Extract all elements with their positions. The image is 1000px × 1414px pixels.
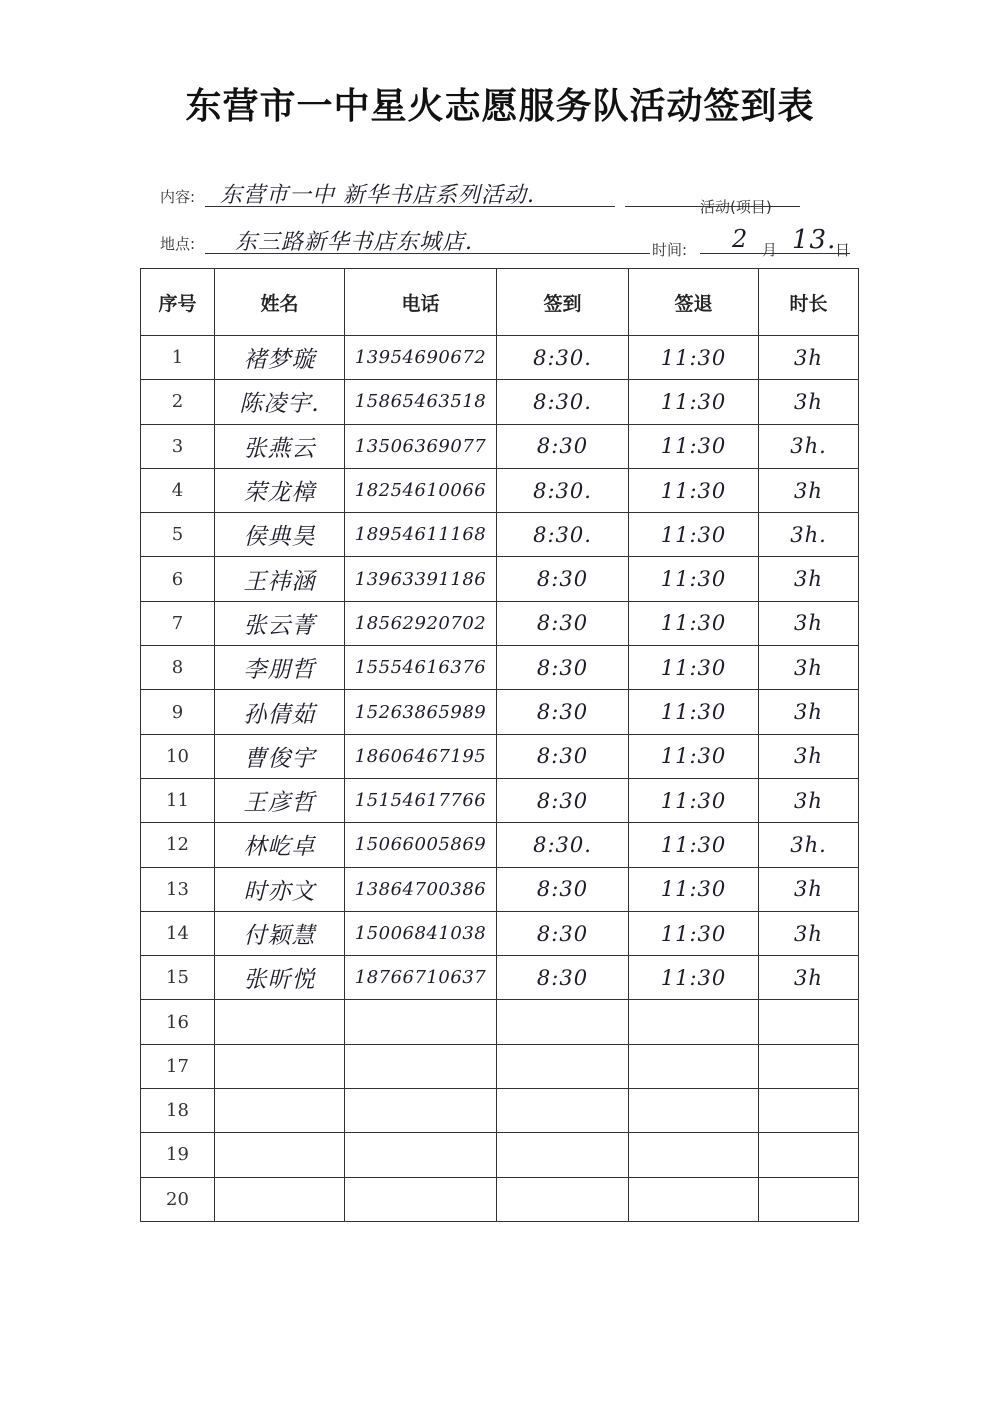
cell-duration-text: 3h. bbox=[790, 832, 827, 857]
cell-sign-in bbox=[497, 646, 629, 690]
cell-phone bbox=[345, 513, 497, 557]
cell-seq: 17 bbox=[141, 1044, 215, 1088]
cell-sign-in-text: 8:30. bbox=[533, 478, 592, 503]
table-row bbox=[141, 778, 859, 822]
header-sign-out: 签退 bbox=[629, 269, 759, 336]
cell-sign-in-text: 8:30. bbox=[533, 522, 592, 547]
cell-name bbox=[215, 911, 345, 955]
cell-duration bbox=[759, 1089, 859, 1133]
cell-name-text: 褚梦璇 bbox=[243, 347, 316, 374]
cell-sign-in-text: 8:30 bbox=[536, 567, 589, 592]
table-row bbox=[141, 1044, 859, 1088]
cell-sign-out-text: 11:30 bbox=[660, 877, 727, 902]
cell-duration bbox=[759, 380, 859, 424]
cell-phone bbox=[345, 380, 497, 424]
cell-seq: 6 bbox=[141, 557, 215, 601]
cell-duration bbox=[759, 734, 859, 778]
cell-duration bbox=[759, 823, 859, 867]
cell-sign-in bbox=[497, 424, 629, 468]
cell-phone-text: 13954690672 bbox=[354, 347, 487, 369]
cell-phone bbox=[345, 1089, 497, 1133]
table-row bbox=[141, 1133, 859, 1177]
cell-duration bbox=[759, 513, 859, 557]
cell-phone bbox=[345, 690, 497, 734]
cell-sign-out bbox=[629, 1044, 759, 1088]
cell-phone bbox=[345, 867, 497, 911]
cell-seq: 20 bbox=[141, 1177, 215, 1221]
cell-name bbox=[215, 513, 345, 557]
cell-sign-in-text: 8:30. bbox=[533, 389, 592, 414]
cell-sign-in bbox=[497, 867, 629, 911]
cell-duration bbox=[759, 557, 859, 601]
cell-name-text: 时亦文 bbox=[243, 878, 316, 905]
cell-phone bbox=[345, 601, 497, 645]
cell-sign-in bbox=[497, 601, 629, 645]
cell-duration bbox=[759, 424, 859, 468]
cell-sign-in-text: 8:30 bbox=[536, 877, 589, 902]
cell-sign-out bbox=[629, 1000, 759, 1044]
table-row bbox=[141, 513, 859, 557]
cell-phone-text: 15066005869 bbox=[354, 834, 487, 856]
cell-sign-out-text: 11:30 bbox=[660, 478, 727, 503]
cell-duration-text: 3h bbox=[794, 788, 823, 813]
cell-duration bbox=[759, 468, 859, 512]
cell-seq: 2 bbox=[141, 380, 215, 424]
cell-duration-text: 3h bbox=[794, 965, 823, 990]
cell-duration-text: 3h. bbox=[790, 522, 827, 547]
location-label: 地点: bbox=[160, 235, 196, 253]
cell-name bbox=[215, 956, 345, 1000]
page-title: 东营市一中星火志愿服务队活动签到表 bbox=[185, 85, 815, 127]
cell-phone-text: 13864700386 bbox=[354, 878, 487, 900]
cell-seq: 19 bbox=[141, 1133, 215, 1177]
cell-phone bbox=[345, 1177, 497, 1221]
cell-sign-out bbox=[629, 424, 759, 468]
cell-duration-text: 3h bbox=[794, 921, 823, 946]
cell-sign-out bbox=[629, 513, 759, 557]
cell-phone bbox=[345, 778, 497, 822]
cell-sign-in bbox=[497, 911, 629, 955]
cell-name-text: 陈凌宇. bbox=[239, 391, 320, 418]
cell-sign-in bbox=[497, 1089, 629, 1133]
cell-phone bbox=[345, 956, 497, 1000]
cell-name bbox=[215, 424, 345, 468]
cell-phone-text: 13963391186 bbox=[354, 568, 487, 590]
cell-sign-out-text: 11:30 bbox=[660, 522, 727, 547]
cell-seq: 18 bbox=[141, 1089, 215, 1133]
cell-duration-text: 3h bbox=[794, 700, 823, 725]
cell-sign-in-text: 8:30 bbox=[536, 788, 589, 813]
cell-sign-out bbox=[629, 557, 759, 601]
cell-phone bbox=[345, 424, 497, 468]
cell-phone-text: 15554616376 bbox=[354, 657, 487, 679]
cell-name-text: 王彦哲 bbox=[243, 790, 316, 817]
content-row bbox=[160, 178, 860, 216]
cell-phone bbox=[345, 557, 497, 601]
cell-sign-out bbox=[629, 1177, 759, 1221]
cell-name-text: 王祎涵 bbox=[243, 568, 316, 595]
cell-phone bbox=[345, 468, 497, 512]
cell-phone-text: 15865463518 bbox=[354, 391, 487, 413]
cell-sign-in bbox=[497, 690, 629, 734]
table-row bbox=[141, 867, 859, 911]
cell-sign-in bbox=[497, 1133, 629, 1177]
cell-sign-out-text: 11:30 bbox=[660, 655, 727, 680]
table-row bbox=[141, 468, 859, 512]
cell-sign-in bbox=[497, 778, 629, 822]
cell-name-text: 荣龙樟 bbox=[243, 480, 316, 507]
cell-sign-out-text: 11:30 bbox=[660, 567, 727, 592]
date-label: 时间: bbox=[652, 241, 688, 259]
cell-sign-out bbox=[629, 601, 759, 645]
cell-seq: 5 bbox=[141, 513, 215, 557]
cell-name bbox=[215, 1000, 345, 1044]
cell-name bbox=[215, 601, 345, 645]
table-row bbox=[141, 734, 859, 778]
cell-phone-text: 15006841038 bbox=[354, 923, 487, 944]
cell-sign-out-text: 11:30 bbox=[660, 700, 727, 725]
content-label: 内容: bbox=[160, 188, 196, 206]
cell-name bbox=[215, 468, 345, 512]
table-row bbox=[141, 823, 859, 867]
cell-duration bbox=[759, 911, 859, 955]
cell-duration-text: 3h bbox=[794, 478, 823, 503]
header-row bbox=[141, 269, 859, 336]
cell-sign-out bbox=[629, 380, 759, 424]
cell-phone bbox=[345, 1000, 497, 1044]
cell-name bbox=[215, 1133, 345, 1177]
date-month-unit: 月 bbox=[762, 241, 778, 259]
cell-name bbox=[215, 690, 345, 734]
cell-sign-out bbox=[629, 867, 759, 911]
cell-phone-text: 15263865989 bbox=[354, 701, 487, 723]
cell-duration bbox=[759, 1177, 859, 1221]
cell-phone-text: 18954611168 bbox=[354, 524, 487, 546]
cell-sign-in bbox=[497, 1044, 629, 1088]
cell-name bbox=[215, 778, 345, 822]
cell-name bbox=[215, 1089, 345, 1133]
date-month: 2 bbox=[732, 225, 749, 253]
cell-sign-out bbox=[629, 690, 759, 734]
cell-sign-out-text: 11:30 bbox=[660, 611, 727, 636]
cell-seq: 8 bbox=[141, 646, 215, 690]
table-row bbox=[141, 690, 859, 734]
cell-duration bbox=[759, 1000, 859, 1044]
cell-phone-text: 18254610066 bbox=[354, 480, 487, 502]
cell-sign-in bbox=[497, 468, 629, 512]
header-seq: 序号 bbox=[141, 269, 215, 336]
cell-phone bbox=[345, 1044, 497, 1088]
cell-sign-out bbox=[629, 778, 759, 822]
content-value: 东营市一中 新华书店系列活动. bbox=[220, 183, 535, 208]
cell-sign-in bbox=[497, 1000, 629, 1044]
cell-sign-in-text: 8:30. bbox=[533, 345, 592, 370]
cell-duration-text: 3h bbox=[794, 567, 823, 592]
cell-sign-in-text: 8:30 bbox=[536, 921, 589, 946]
cell-duration bbox=[759, 601, 859, 645]
table-row bbox=[141, 380, 859, 424]
cell-sign-in-text: 8:30 bbox=[536, 611, 589, 636]
cell-name bbox=[215, 557, 345, 601]
table-row bbox=[141, 1000, 859, 1044]
cell-sign-out bbox=[629, 1089, 759, 1133]
cell-seq: 10 bbox=[141, 734, 215, 778]
cell-duration bbox=[759, 646, 859, 690]
cell-name bbox=[215, 1044, 345, 1088]
date-day-unit: 日 bbox=[835, 241, 851, 259]
cell-phone bbox=[345, 336, 497, 380]
cell-sign-in bbox=[497, 1177, 629, 1221]
cell-sign-out-text: 11:30 bbox=[660, 434, 727, 459]
date-day: 13. bbox=[792, 225, 837, 255]
content-suffix: 活动(项目) bbox=[700, 198, 772, 216]
cell-sign-in-text: 8:30 bbox=[536, 965, 589, 990]
cell-sign-out bbox=[629, 1133, 759, 1177]
cell-sign-in bbox=[497, 557, 629, 601]
cell-seq: 11 bbox=[141, 778, 215, 822]
cell-sign-out bbox=[629, 734, 759, 778]
cell-sign-out-text: 11:30 bbox=[660, 965, 727, 990]
cell-sign-in bbox=[497, 513, 629, 557]
cell-duration bbox=[759, 1044, 859, 1088]
cell-sign-out-text: 11:30 bbox=[660, 389, 727, 414]
cell-sign-out-text: 11:30 bbox=[660, 921, 727, 946]
cell-seq: 16 bbox=[141, 1000, 215, 1044]
content-underline bbox=[205, 206, 615, 207]
cell-duration bbox=[759, 1133, 859, 1177]
cell-sign-out bbox=[629, 468, 759, 512]
cell-duration-text: 3h bbox=[794, 345, 823, 370]
table-row bbox=[141, 601, 859, 645]
cell-name-text: 孙倩茹 bbox=[243, 701, 316, 728]
cell-duration bbox=[759, 956, 859, 1000]
cell-phone-text: 18766710637 bbox=[354, 967, 487, 989]
cell-duration-text: 3h bbox=[794, 744, 823, 769]
cell-sign-out bbox=[629, 646, 759, 690]
cell-sign-out bbox=[629, 823, 759, 867]
cell-name-text: 林屹卓 bbox=[243, 834, 316, 861]
cell-sign-in-text: 8:30 bbox=[536, 744, 589, 769]
location-value: 东三路新华书店东城店. bbox=[235, 230, 473, 255]
cell-name-text: 曹俊宇 bbox=[243, 745, 316, 772]
cell-phone-text: 18562920702 bbox=[354, 612, 487, 634]
cell-duration bbox=[759, 778, 859, 822]
cell-sign-in bbox=[497, 336, 629, 380]
location-row bbox=[160, 225, 860, 259]
cell-seq: 4 bbox=[141, 468, 215, 512]
cell-seq: 14 bbox=[141, 911, 215, 955]
cell-phone bbox=[345, 734, 497, 778]
header-duration: 时长 bbox=[759, 269, 859, 336]
cell-sign-in bbox=[497, 956, 629, 1000]
cell-sign-out bbox=[629, 336, 759, 380]
cell-duration bbox=[759, 867, 859, 911]
cell-seq: 9 bbox=[141, 690, 215, 734]
cell-seq: 7 bbox=[141, 601, 215, 645]
cell-seq: 15 bbox=[141, 956, 215, 1000]
cell-phone-text: 15154617766 bbox=[354, 790, 487, 812]
table-row bbox=[141, 956, 859, 1000]
cell-sign-in bbox=[497, 823, 629, 867]
cell-sign-out-text: 11:30 bbox=[660, 744, 727, 769]
cell-name-text: 张云菁 bbox=[243, 612, 316, 639]
cell-sign-out bbox=[629, 956, 759, 1000]
cell-seq: 3 bbox=[141, 424, 215, 468]
cell-duration-text: 3h. bbox=[790, 434, 827, 459]
cell-duration-text: 3h bbox=[794, 389, 823, 414]
cell-duration bbox=[759, 336, 859, 380]
cell-name-text: 侯典昊 bbox=[243, 524, 316, 551]
cell-sign-in-text: 8:30 bbox=[536, 700, 589, 725]
cell-duration bbox=[759, 690, 859, 734]
cell-duration-text: 3h bbox=[794, 877, 823, 902]
cell-phone bbox=[345, 823, 497, 867]
cell-sign-in-text: 8:30 bbox=[536, 655, 589, 680]
cell-phone-text: 18606467195 bbox=[354, 745, 487, 767]
cell-phone bbox=[345, 1133, 497, 1177]
cell-duration-text: 3h bbox=[794, 655, 823, 680]
cell-name bbox=[215, 380, 345, 424]
cell-name-text: 张燕云 bbox=[243, 435, 316, 462]
header-name: 姓名 bbox=[215, 269, 345, 336]
cell-sign-out-text: 11:30 bbox=[660, 832, 727, 857]
header-phone: 电话 bbox=[345, 269, 497, 336]
cell-name bbox=[215, 734, 345, 778]
cell-sign-out bbox=[629, 911, 759, 955]
cell-name bbox=[215, 336, 345, 380]
table-row bbox=[141, 1177, 859, 1221]
cell-name-text: 付颖慧 bbox=[243, 923, 316, 949]
table-body bbox=[141, 336, 859, 1222]
cell-sign-out-text: 11:30 bbox=[660, 788, 727, 813]
table-row bbox=[141, 424, 859, 468]
header-sign-in: 签到 bbox=[497, 269, 629, 336]
cell-phone-text: 13506369077 bbox=[354, 435, 487, 457]
table-row bbox=[141, 557, 859, 601]
cell-sign-in bbox=[497, 734, 629, 778]
cell-sign-in bbox=[497, 380, 629, 424]
cell-name-text: 张昕悦 bbox=[243, 967, 316, 994]
table-row bbox=[141, 911, 859, 955]
location-underline bbox=[205, 253, 650, 254]
sign-in-table bbox=[140, 268, 859, 1222]
table-row bbox=[141, 336, 859, 380]
cell-duration-text: 3h bbox=[794, 611, 823, 636]
cell-name bbox=[215, 823, 345, 867]
cell-phone bbox=[345, 646, 497, 690]
cell-name bbox=[215, 646, 345, 690]
cell-seq: 13 bbox=[141, 867, 215, 911]
table-row bbox=[141, 646, 859, 690]
cell-sign-out-text: 11:30 bbox=[660, 345, 727, 370]
cell-seq: 1 bbox=[141, 336, 215, 380]
cell-sign-in-text: 8:30. bbox=[533, 832, 592, 857]
cell-phone bbox=[345, 911, 497, 955]
cell-seq: 12 bbox=[141, 823, 215, 867]
cell-name bbox=[215, 1177, 345, 1221]
cell-name bbox=[215, 867, 345, 911]
table-row bbox=[141, 1089, 859, 1133]
cell-name-text: 李朋哲 bbox=[243, 657, 316, 684]
cell-sign-in-text: 8:30 bbox=[536, 434, 589, 459]
